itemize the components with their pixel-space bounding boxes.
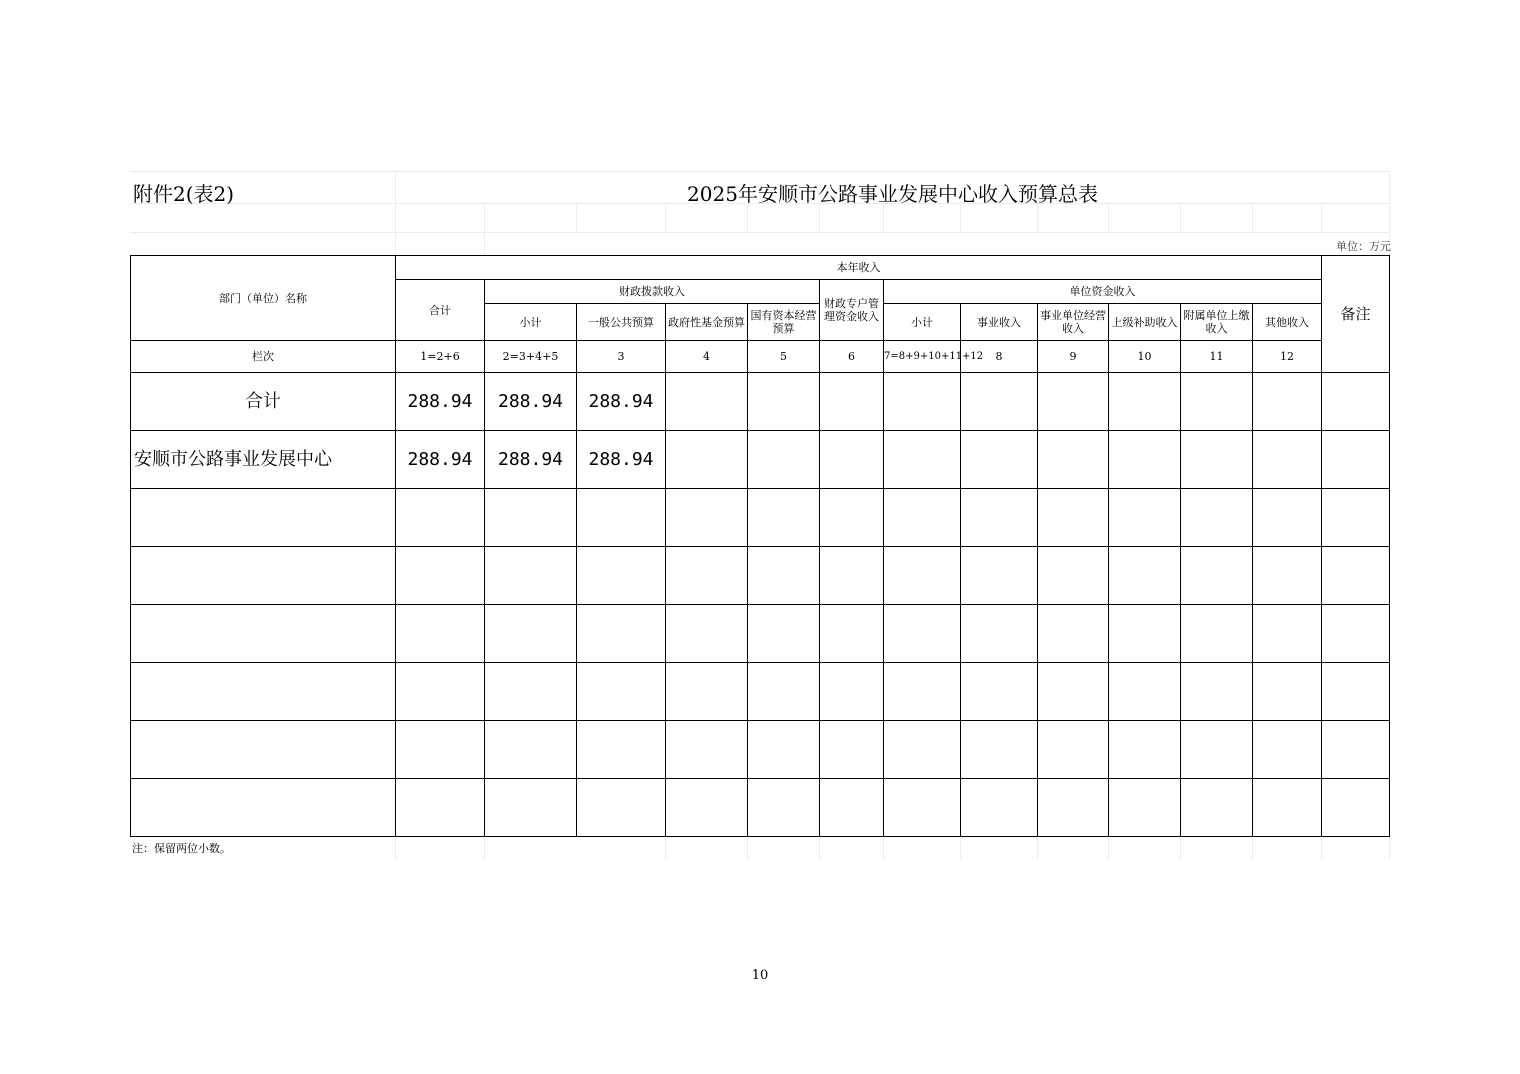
unit-funds-header: 单位资金收入 xyxy=(884,280,1322,304)
remarks-header: 备注 xyxy=(1322,256,1390,373)
data-cell xyxy=(1038,373,1109,431)
data-cell xyxy=(1181,489,1253,547)
table-row-empty xyxy=(131,663,1390,721)
total-header: 合计 xyxy=(396,280,485,341)
subordinate-income-header: 附属单位上缴收入 xyxy=(1181,304,1253,341)
data-cell xyxy=(961,779,1038,837)
table-row-empty xyxy=(131,779,1390,837)
gridline xyxy=(1321,835,1322,859)
data-cell xyxy=(1181,431,1253,489)
fiscal-subtotal-header: 小计 xyxy=(485,304,577,341)
data-cell xyxy=(666,779,748,837)
data-cell xyxy=(485,547,577,605)
gridline xyxy=(130,171,1389,172)
data-cell xyxy=(577,489,666,547)
operating-income-header: 事业单位经营收入 xyxy=(1038,304,1109,341)
gridline xyxy=(883,835,884,859)
data-cell xyxy=(884,779,961,837)
table-row-empty xyxy=(131,721,1390,779)
remark-cell xyxy=(1322,605,1390,663)
data-cell xyxy=(1109,431,1181,489)
footnote: 注：保留两位小数。 xyxy=(132,842,231,855)
data-cell xyxy=(961,547,1038,605)
general-budget-header: 一般公共预算 xyxy=(577,304,666,341)
data-cell xyxy=(820,431,884,489)
column-index-row xyxy=(131,341,1390,373)
data-cell xyxy=(1253,547,1322,605)
data-cell xyxy=(961,663,1038,721)
data-cell xyxy=(961,373,1038,431)
data-cell xyxy=(1038,431,1109,489)
gridline xyxy=(484,203,485,255)
table-row-empty xyxy=(131,547,1390,605)
gridline xyxy=(960,835,961,859)
remark-cell xyxy=(1322,431,1390,489)
data-cell xyxy=(1253,373,1322,431)
data-cell xyxy=(485,605,577,663)
dept-name-header: 部门（单位）名称 xyxy=(131,256,396,341)
data-cell xyxy=(961,431,1038,489)
gridline xyxy=(1321,203,1322,232)
column-index-cell: 11 xyxy=(1181,341,1253,373)
column-index-cell: 5 xyxy=(748,341,820,373)
column-index-cell: 3 xyxy=(577,341,666,373)
row-name xyxy=(131,663,396,721)
data-cell xyxy=(1253,721,1322,779)
data-cell xyxy=(666,431,748,489)
column-index-cell: 9 xyxy=(1038,341,1109,373)
table-row-empty xyxy=(131,489,1390,547)
data-cell xyxy=(666,721,748,779)
data-cell xyxy=(1181,373,1253,431)
data-cell xyxy=(577,547,666,605)
data-cell xyxy=(820,547,884,605)
data-cell xyxy=(1181,779,1253,837)
row-name xyxy=(131,605,396,663)
other-income-header: 其他收入 xyxy=(1253,304,1322,341)
gridline xyxy=(747,835,748,859)
remark-cell xyxy=(1322,489,1390,547)
data-cell xyxy=(666,373,748,431)
table-row-department xyxy=(131,431,1390,489)
data-cell xyxy=(748,663,820,721)
remark-cell xyxy=(1322,779,1390,837)
income-budget-table xyxy=(130,255,1390,837)
data-cell xyxy=(1109,721,1181,779)
row-name xyxy=(131,489,396,547)
gridline xyxy=(665,203,666,232)
row-name: 合计 xyxy=(131,373,396,431)
fiscal-special-header: 财政专户管理资金收入 xyxy=(820,280,884,341)
gridline xyxy=(1252,203,1253,232)
row-name xyxy=(131,721,396,779)
remark-cell xyxy=(1322,663,1390,721)
data-cell xyxy=(396,779,485,837)
data-cell xyxy=(748,373,820,431)
data-cell xyxy=(884,373,961,431)
gridline xyxy=(883,203,884,232)
gridline xyxy=(130,232,1389,233)
fiscal-allocation-header: 财政拨款收入 xyxy=(485,280,820,304)
data-cell xyxy=(1253,779,1322,837)
gridline xyxy=(1180,835,1181,859)
row-name xyxy=(131,547,396,605)
data-cell xyxy=(1109,779,1181,837)
data-cell xyxy=(961,605,1038,663)
gridline xyxy=(819,835,820,859)
data-cell xyxy=(485,721,577,779)
business-income-header: 事业收入 xyxy=(961,304,1038,341)
data-cell xyxy=(748,779,820,837)
column-index-cell: 6 xyxy=(820,341,884,373)
data-cell xyxy=(666,489,748,547)
row-name xyxy=(131,779,396,837)
data-cell xyxy=(884,547,961,605)
data-cell xyxy=(1038,721,1109,779)
data-cell xyxy=(1109,547,1181,605)
gridline xyxy=(1037,203,1038,232)
data-cell: 288.94 xyxy=(485,431,577,489)
data-cell xyxy=(820,373,884,431)
column-index-cell: 4 xyxy=(666,341,748,373)
data-cell: 288.94 xyxy=(577,431,666,489)
data-cell xyxy=(485,663,577,721)
data-cell xyxy=(884,431,961,489)
data-cell xyxy=(1109,489,1181,547)
data-cell xyxy=(748,431,820,489)
superior-subsidy-header: 上级补助收入 xyxy=(1109,304,1181,341)
data-cell xyxy=(396,663,485,721)
data-cell xyxy=(1181,547,1253,605)
column-index-cell: 2=3+4+5 xyxy=(485,341,577,373)
data-cell xyxy=(1181,721,1253,779)
data-cell xyxy=(884,605,961,663)
remark-cell xyxy=(1322,721,1390,779)
column-index-cell: 8 xyxy=(961,341,1038,373)
data-cell xyxy=(1109,605,1181,663)
gridline xyxy=(484,835,485,859)
data-cell xyxy=(748,489,820,547)
row-name: 安顺市公路事业发展中心 xyxy=(131,431,396,489)
data-cell xyxy=(577,779,666,837)
current-year-income-header: 本年收入 xyxy=(396,256,1322,280)
unit-subtotal-header: 小计 xyxy=(884,304,961,341)
data-cell: 288.94 xyxy=(396,431,485,489)
column-index-cell: 12 xyxy=(1253,341,1322,373)
unit-label: 单位：万元 xyxy=(1336,240,1391,253)
data-cell xyxy=(820,489,884,547)
gridline xyxy=(1252,835,1253,859)
data-cell xyxy=(396,489,485,547)
data-cell xyxy=(884,663,961,721)
data-cell xyxy=(1253,605,1322,663)
data-cell xyxy=(1038,605,1109,663)
gov-fund-header: 政府性基金预算 xyxy=(666,304,748,341)
data-cell xyxy=(961,489,1038,547)
data-cell xyxy=(1253,663,1322,721)
table-row-total xyxy=(131,373,1390,431)
data-cell: 288.94 xyxy=(396,373,485,431)
column-index-cell: 1=2+6 xyxy=(396,341,485,373)
data-cell xyxy=(1038,779,1109,837)
gridline xyxy=(1180,203,1181,232)
data-cell xyxy=(820,779,884,837)
data-cell xyxy=(748,721,820,779)
data-cell xyxy=(1038,489,1109,547)
table-row-empty xyxy=(131,605,1390,663)
gridline xyxy=(1389,835,1390,859)
data-cell xyxy=(1181,663,1253,721)
data-cell xyxy=(666,663,748,721)
data-cell xyxy=(820,605,884,663)
gridline xyxy=(395,835,396,859)
data-cell xyxy=(577,663,666,721)
data-cell xyxy=(1109,663,1181,721)
data-cell xyxy=(748,547,820,605)
data-cell xyxy=(820,721,884,779)
data-cell xyxy=(1181,605,1253,663)
attachment-caption: 附件2(表2) xyxy=(133,182,235,206)
state-capital-header: 国有资本经营预算 xyxy=(748,304,820,341)
gridline xyxy=(665,835,666,859)
data-cell: 288.94 xyxy=(485,373,577,431)
data-cell xyxy=(577,605,666,663)
data-cell: 288.94 xyxy=(577,373,666,431)
gridline xyxy=(819,203,820,232)
data-cell xyxy=(1109,373,1181,431)
gridline xyxy=(1108,203,1109,232)
data-cell xyxy=(1253,489,1322,547)
data-cell xyxy=(485,489,577,547)
data-cell xyxy=(577,721,666,779)
column-index-cell: 10 xyxy=(1109,341,1181,373)
page-title: 2025年安顺市公路事业发展中心收入预算总表 xyxy=(687,182,1098,206)
empty-rows xyxy=(131,489,1390,837)
data-cell xyxy=(1253,431,1322,489)
data-cell xyxy=(485,779,577,837)
gridline xyxy=(1108,835,1109,859)
data-cell xyxy=(884,489,961,547)
data-cell xyxy=(1038,663,1109,721)
gridline xyxy=(960,203,961,232)
gridline xyxy=(1037,835,1038,859)
gridline xyxy=(747,203,748,232)
data-cell xyxy=(748,605,820,663)
data-cell xyxy=(666,547,748,605)
data-cell xyxy=(884,721,961,779)
data-cell xyxy=(1038,547,1109,605)
data-cell xyxy=(396,547,485,605)
remark-cell xyxy=(1322,547,1390,605)
data-cell xyxy=(666,605,748,663)
data-cell xyxy=(396,721,485,779)
data-cell xyxy=(396,605,485,663)
page-number: 10 xyxy=(751,968,769,983)
gridline xyxy=(576,203,577,232)
data-cell xyxy=(961,721,1038,779)
column-index-label: 栏次 xyxy=(131,341,396,373)
remark-cell xyxy=(1322,373,1390,431)
data-cell xyxy=(820,663,884,721)
column-index-cell: 7=8+9+10+11+12 xyxy=(884,341,961,373)
